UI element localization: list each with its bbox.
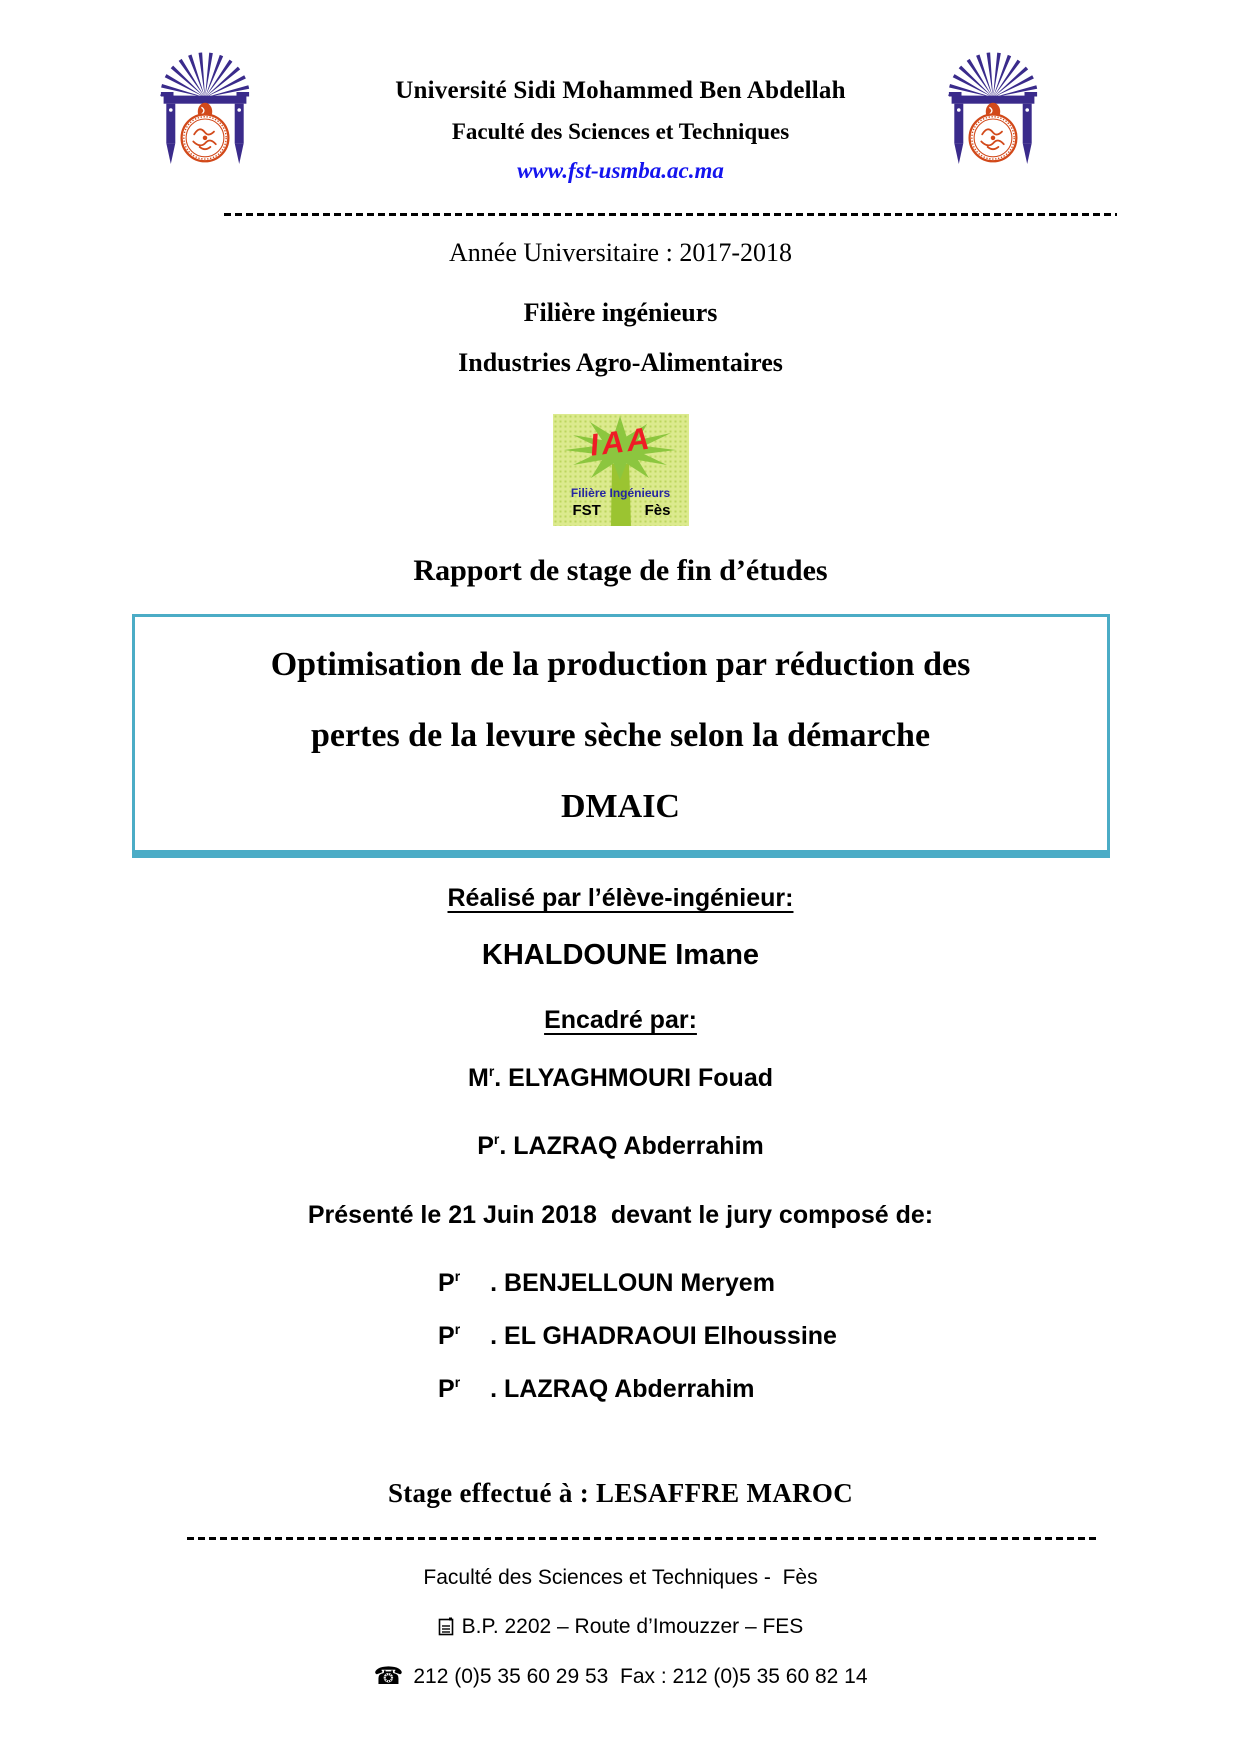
jury-name: . LAZRAQ Abderrahim <box>490 1375 755 1403</box>
report-title-line: Optimisation de la production par réduction des <box>270 646 971 683</box>
iaa-filiere-label: Filière Ingénieurs <box>570 486 671 500</box>
filiere-heading: Filière ingénieurs <box>523 298 718 327</box>
footer-address: B.P. 2202 – Route d’Imouzzer – FES <box>461 1615 804 1638</box>
specialty-heading: Industries Agro-Alimentaires <box>458 348 783 377</box>
dashed-divider-bottom <box>187 1537 1097 1540</box>
university-emblem-right-icon <box>948 47 1038 178</box>
author-name: KHALDOUNE Imane <box>481 939 760 971</box>
internship-line: Stage effectué à : LESAFFRE MAROC <box>387 1478 854 1508</box>
supervisor-sup: r <box>488 1063 495 1079</box>
jury-intro: Présenté le 21 Juin 2018 devant le jury composé de: <box>307 1201 934 1229</box>
supervisor-prefix: M <box>467 1064 489 1092</box>
jury-list <box>438 1268 1241 1404</box>
supervision-label: Encadré par: <box>544 1006 697 1034</box>
jury-sup: r <box>454 1268 461 1284</box>
report-type-heading: Rapport de stage de fin d’études <box>413 554 828 587</box>
report-title-line: pertes de la levure sèche selon la démarche <box>310 717 931 754</box>
author-section-label: Réalisé par l’élève-ingénieur: <box>447 884 794 912</box>
jury-sup: r <box>454 1321 461 1337</box>
supervisor-name: . ELYAGHMOURI Fouad <box>494 1064 774 1092</box>
mail-icon <box>438 1617 455 1636</box>
iaa-city-label: Fès <box>644 502 671 519</box>
academic-year: Année Universitaire : 2017-2018 <box>449 238 792 267</box>
report-title-box <box>132 614 1110 858</box>
website-link[interactable]: www.fst-usmba.ac.ma <box>517 158 724 183</box>
jury-member <box>438 1374 1241 1404</box>
jury-member <box>438 1321 1241 1351</box>
jury-prefix: P <box>438 1322 455 1350</box>
jury-member <box>438 1268 1241 1298</box>
university-name: Université Sidi Mohammed Ben Abdellah <box>395 77 846 104</box>
footer-faculty: Faculté des Sciences et Techniques - Fès <box>423 1566 818 1589</box>
supervisor-name: . LAZRAQ Abderrahim <box>499 1132 764 1160</box>
dashed-divider-top <box>224 213 1117 216</box>
iaa-logo <box>553 414 689 526</box>
phone-icon: ☎ <box>373 1662 404 1690</box>
jury-name: . BENJELLOUN Meryem <box>490 1269 775 1297</box>
jury-prefix: P <box>438 1375 455 1403</box>
supervisor-item <box>0 1063 1241 1093</box>
report-title-line: DMAIC <box>561 788 680 825</box>
iaa-fst-label: FST <box>572 502 601 519</box>
faculty-name: Faculté des Sciences et Techniques <box>451 119 790 144</box>
footer-phone-line <box>0 1662 1241 1690</box>
footer-address-line <box>0 1615 1241 1639</box>
jury-name: . EL GHADRAOUI Elhoussine <box>490 1322 837 1350</box>
university-emblem-left-icon <box>160 47 250 178</box>
jury-prefix: P <box>438 1269 455 1297</box>
footer-phone: 212 (0)5 35 60 29 53 Fax : 212 (0)5 35 60 82 14 <box>413 1665 868 1688</box>
iaa-acronym: IAA <box>587 420 654 463</box>
jury-sup: r <box>454 1374 461 1390</box>
supervisor-sup: r <box>493 1131 500 1147</box>
header <box>0 45 1241 183</box>
supervisor-item <box>0 1131 1241 1161</box>
supervisor-prefix: P <box>477 1132 494 1160</box>
